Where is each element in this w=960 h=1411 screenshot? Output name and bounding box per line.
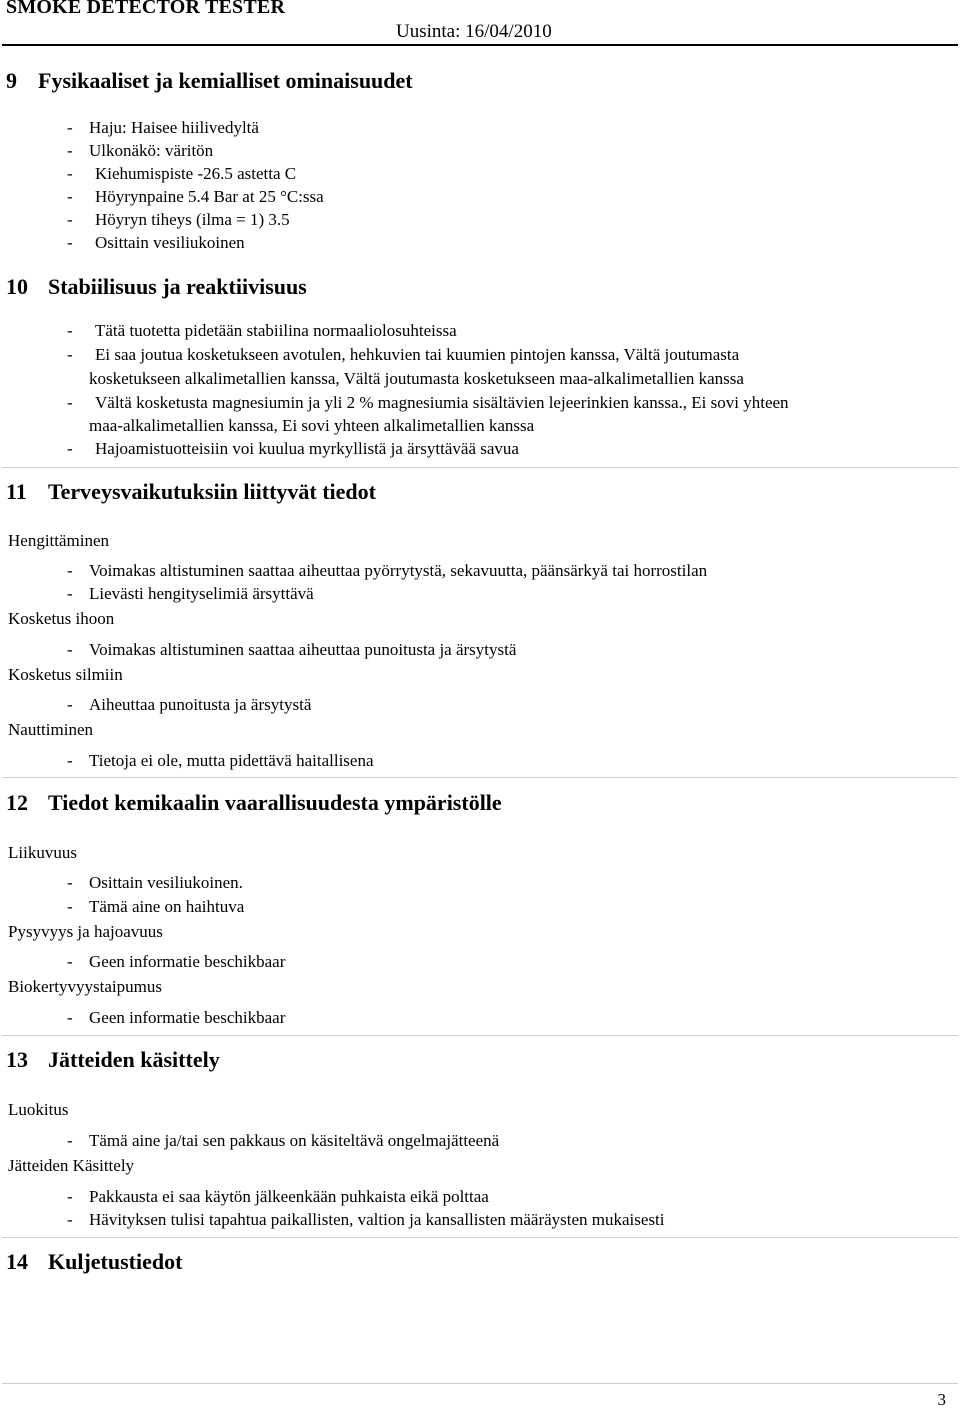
section-heading [6, 274, 307, 300]
section-number: 14 [6, 1249, 28, 1274]
bullet-dash: - [67, 233, 73, 252]
list-item: Kiehumispiste -26.5 astetta C [95, 164, 297, 183]
subsection-label: Luokitus [8, 1100, 69, 1119]
subsection-label: Kosketus ihoon [8, 609, 115, 628]
section-divider [2, 1237, 958, 1238]
bullet-dash: - [67, 873, 73, 892]
section-title-text: Tiedot kemikaalin vaarallisuudesta ympäristölle [48, 790, 502, 815]
list-item: Tämä aine ja/tai sen pakkaus on käsiteltävä ongelmajätteenä [89, 1131, 500, 1150]
subsection-label: Pysyvyys ja hajoavuus [8, 922, 163, 941]
subsection-label: Liikuvuus [8, 843, 77, 862]
list-item: Aiheuttaa punoitusta ja ärsytystä [89, 695, 312, 714]
list-item: Voimakas altistuminen saattaa aiheuttaa punoitusta ja ärsytystä [89, 640, 517, 659]
bullet-dash: - [67, 321, 73, 340]
page-header [0, 0, 960, 46]
header-divider [2, 44, 958, 46]
bullet-dash: - [67, 210, 73, 229]
bullet-dash: - [67, 1187, 73, 1206]
list-item: Ulkonäkö: väritön [89, 141, 214, 160]
subsection-label: Jätteiden Käsittely [8, 1156, 135, 1175]
bullet-dash: - [67, 952, 73, 971]
list-item-continuation: maa-alkalimetallien kanssa, Ei sovi yhteen alkalimetallien kanssa [89, 416, 535, 435]
section-number: 11 [6, 479, 27, 504]
list-item-continuation: kosketukseen alkalimetallien kanssa, Vältä joutumasta kosketukseen maa-alkalimetallien kanssa [89, 369, 744, 388]
bullet-dash: - [67, 584, 73, 603]
list-item: Tietoja ei ole, mutta pidettävä haitallisena [89, 751, 374, 770]
footer-divider [2, 1383, 958, 1384]
section-number: 12 [6, 790, 28, 815]
section-title-text: Fysikaaliset ja kemialliset ominaisuudet [38, 68, 413, 93]
revision-date: Uusinta: 16/04/2010 [396, 21, 552, 42]
bullet-dash: - [67, 164, 73, 183]
bullet-dash: - [67, 118, 73, 137]
bullet-dash: - [67, 1008, 73, 1027]
bullet-dash: - [67, 561, 73, 580]
bullet-dash: - [67, 640, 73, 659]
list-item: Pakkausta ei saa käytön jälkeenkään puhkaista eikä polttaa [89, 1187, 489, 1206]
list-item: Osittain vesiliukoinen [95, 233, 245, 252]
bullet-dash: - [67, 345, 73, 364]
list-item: Höyrynpaine 5.4 Bar at 25 °C:ssa [95, 187, 324, 206]
section-heading [6, 790, 502, 816]
subsection-label: Biokertyvyystaipumus [8, 977, 162, 996]
bullet-dash: - [67, 141, 73, 160]
section-title-text: Kuljetustiedot [48, 1249, 183, 1274]
list-item: Tämä aine on haihtuva [89, 897, 245, 916]
subsection-label: Kosketus silmiin [8, 665, 123, 684]
list-item: Haju: Haisee hiilivedyltä [89, 118, 259, 137]
list-item: Tätä tuotetta pidetään stabiilina normaaliolosuhteissa [95, 321, 457, 340]
list-item: Geen informatie beschikbaar [89, 1008, 286, 1027]
subsection-label: Hengittäminen [8, 531, 110, 550]
list-item: Hajoamistuotteisiin voi kuulua myrkyllistä ja ärsyttävää savua [95, 439, 519, 458]
bullet-dash: - [67, 393, 73, 412]
section-heading [6, 479, 376, 505]
section-heading [6, 1047, 220, 1073]
page-number: 3 [937, 1390, 946, 1409]
section-divider [2, 777, 958, 778]
section-title-text: Terveysvaikutuksiin liittyvät tiedot [48, 479, 376, 504]
section-heading [6, 68, 413, 94]
document-title: SMOKE DETECTOR TESTER [6, 0, 286, 18]
list-item: Hävityksen tulisi tapahtua paikallisten, valtion ja kansallisten määräysten mukaisesti [89, 1210, 665, 1229]
bullet-dash: - [67, 695, 73, 714]
list-item: Osittain vesiliukoinen. [89, 873, 243, 892]
list-item: Höyryn tiheys (ilma = 1) 3.5 [95, 210, 290, 229]
list-item: Geen informatie beschikbaar [89, 952, 286, 971]
bullet-dash: - [67, 751, 73, 770]
bullet-dash: - [67, 897, 73, 916]
list-item: Lievästi hengityselimiä ärsyttävä [89, 584, 314, 603]
bullet-dash: - [67, 187, 73, 206]
section-title-text: Jätteiden käsittely [48, 1047, 220, 1072]
bullet-dash: - [67, 1210, 73, 1229]
section-number: 9 [6, 68, 17, 93]
section-divider [2, 467, 958, 468]
section-heading [6, 1249, 182, 1275]
section-title-text: Stabiilisuus ja reaktiivisuus [48, 274, 307, 299]
section-divider [2, 1035, 958, 1036]
list-item: Ei saa joutua kosketukseen avotulen, hehkuvien tai kuumien pintojen kanssa, Vältä joutumasta [95, 345, 740, 364]
list-item: Voimakas altistuminen saattaa aiheuttaa pyörrytystä, sekavuutta, päänsärkyä tai horrostilan [89, 561, 708, 580]
list-item: Vältä kosketusta magnesiumin ja yli 2 % magnesiumia sisältävien lejeerinkien kanssa., Ei sovi yhteen [95, 393, 789, 412]
bullet-dash: - [67, 1131, 73, 1150]
section-number: 13 [6, 1047, 28, 1072]
section-number: 10 [6, 274, 28, 299]
subsection-label: Nauttiminen [8, 720, 93, 739]
bullet-dash: - [67, 439, 73, 458]
